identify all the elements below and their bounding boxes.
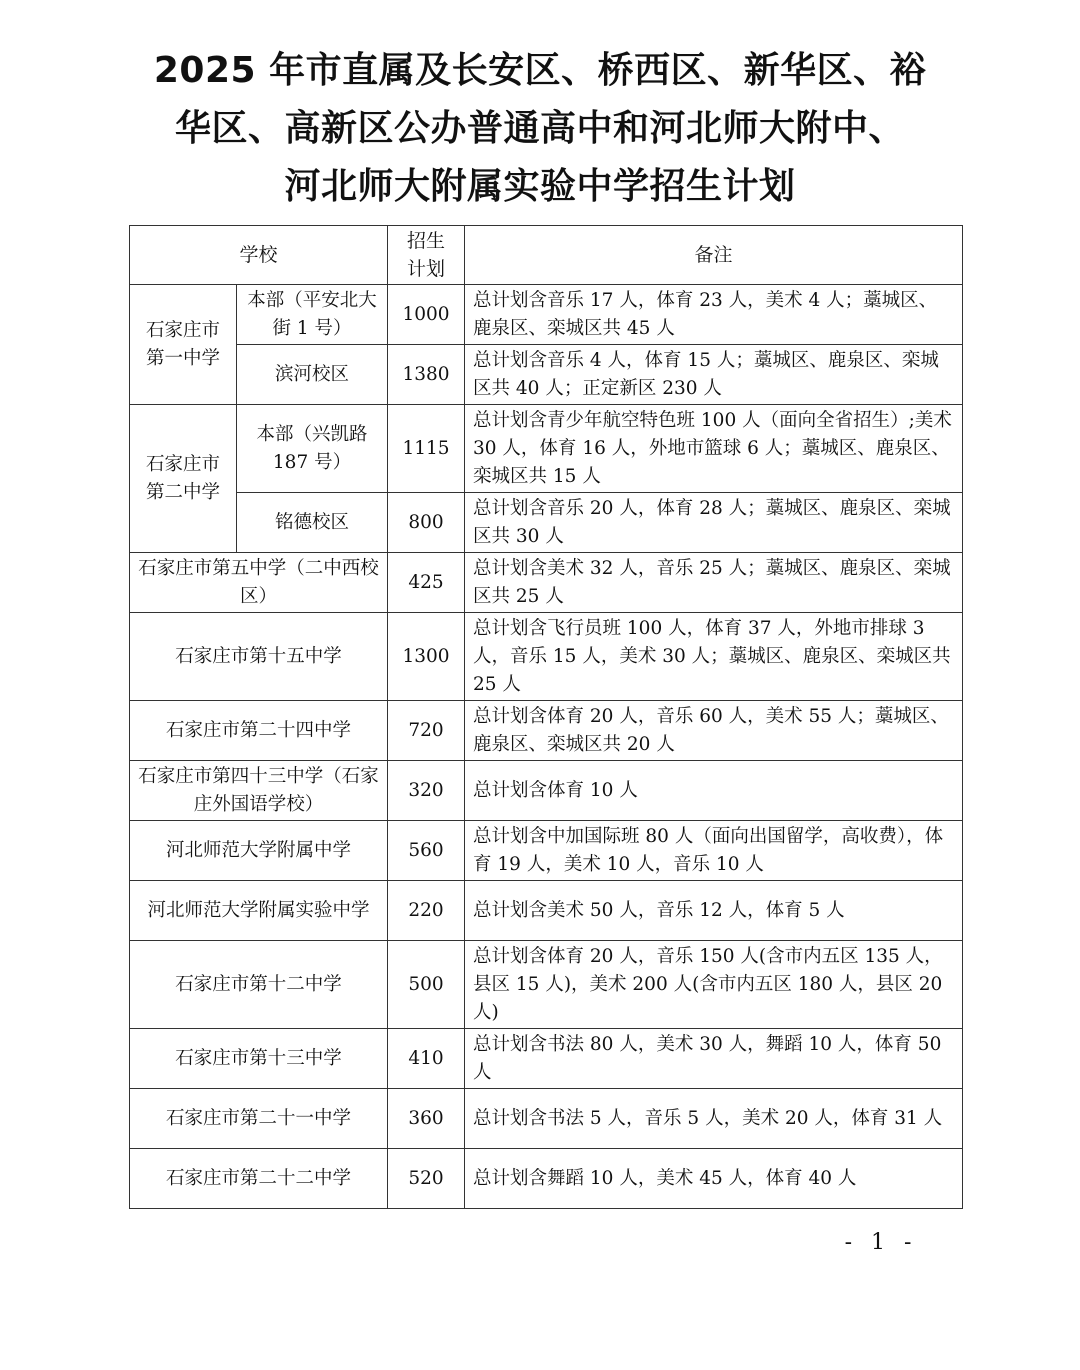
document-title: [100, 42, 980, 216]
note-cell: 总计划含音乐 17 人，体育 23 人，美术 4 人；藁城区、鹿泉区、栾城区共 45 人: [465, 285, 963, 345]
school-cell: 石家庄市第二十四中学: [130, 701, 388, 761]
school-cell: 河北师范大学附属中学: [130, 821, 388, 881]
note-cell: 总计划含书法 5 人，音乐 5 人，美术 20 人，体育 31 人: [465, 1089, 963, 1149]
school-cell: 石家庄市第四十三中学（石家庄外国语学校）: [130, 761, 388, 821]
plan-cell: 410: [388, 1029, 465, 1089]
plan-cell: 1115: [388, 405, 465, 493]
campus-cell: 本部（兴凯路 187 号）: [237, 405, 388, 493]
note-cell: 总计划含体育 10 人: [465, 761, 963, 821]
page-number: - 1 -: [844, 1230, 918, 1255]
school-cell: 石家庄市第二中学: [130, 405, 237, 553]
plan-cell: 500: [388, 941, 465, 1029]
campus-cell: 滨河校区: [237, 345, 388, 405]
title-line-2: 华区、高新区公办普通高中和河北师大附中、: [174, 108, 905, 149]
note-cell: 总计划含音乐 20 人，体育 28 人；藁城区、鹿泉区、栾城区共 30 人: [465, 493, 963, 553]
school-cell: 石家庄市第十五中学: [130, 613, 388, 701]
school-cell: 石家庄市第十二中学: [130, 941, 388, 1029]
school-cell: 河北师范大学附属实验中学: [130, 881, 388, 941]
school-cell: 石家庄市第十三中学: [130, 1029, 388, 1089]
plan-cell: 425: [388, 553, 465, 613]
table-row: [130, 1089, 963, 1149]
plan-cell: 220: [388, 881, 465, 941]
plan-cell: 520: [388, 1149, 465, 1209]
note-cell: 总计划含体育 20 人，音乐 60 人，美术 55 人；藁城区、鹿泉区、栾城区共 20 人: [465, 701, 963, 761]
plan-cell: 720: [388, 701, 465, 761]
table-header-row: [130, 226, 963, 285]
header-note: 备注: [465, 226, 963, 285]
school-cell: 石家庄市第一中学: [130, 285, 237, 405]
table-row: [130, 613, 963, 701]
school-cell: 石家庄市第五中学（二中西校区）: [130, 553, 388, 613]
note-cell: 总计划含青少年航空特色班 100 人（面向全省招生）;美术 30 人，体育 16 人，外地市篮球 6 人；藁城区、鹿泉区、栾城区共 15 人: [465, 405, 963, 493]
table-row: [130, 1149, 963, 1209]
note-cell: 总计划含美术 50 人，音乐 12 人，体育 5 人: [465, 881, 963, 941]
table-row: [130, 761, 963, 821]
table-row: [130, 493, 963, 553]
campus-cell: 铭德校区: [237, 493, 388, 553]
campus-cell: 本部（平安北大街 1 号）: [237, 285, 388, 345]
plan-cell: 1000: [388, 285, 465, 345]
plan-cell: 360: [388, 1089, 465, 1149]
table-row: [130, 405, 963, 493]
title-line-1: 2025 年市直属及长安区、桥西区、新华区、裕: [153, 50, 927, 91]
plan-cell: 560: [388, 821, 465, 881]
note-cell: 总计划含书法 80 人，美术 30 人，舞蹈 10 人，体育 50 人: [465, 1029, 963, 1089]
enrollment-plan-table: [129, 225, 963, 1209]
plan-cell: 1300: [388, 613, 465, 701]
table-row: [130, 285, 963, 345]
note-cell: 总计划含美术 32 人，音乐 25 人；藁城区、鹿泉区、栾城区共 25 人: [465, 553, 963, 613]
table-row: [130, 553, 963, 613]
note-cell: 总计划含体育 20 人，音乐 150 人(含市内五区 135 人，县区 15 人)，美术 200 人(含市内五区 180 人，县区 20 人): [465, 941, 963, 1029]
table-row: [130, 821, 963, 881]
table-row: [130, 701, 963, 761]
plan-cell: 1380: [388, 345, 465, 405]
header-school: 学校: [130, 226, 388, 285]
header-plan: 招生计划: [388, 226, 465, 285]
plan-cell: 800: [388, 493, 465, 553]
note-cell: 总计划含飞行员班 100 人，体育 37 人，外地市排球 3 人，音乐 15 人，美术 30 人；藁城区、鹿泉区、栾城区共 25 人: [465, 613, 963, 701]
table-row: [130, 881, 963, 941]
school-cell: 石家庄市第二十一中学: [130, 1089, 388, 1149]
title-line-3: 河北师大附属实验中学招生计划: [284, 166, 796, 207]
school-cell: 石家庄市第二十二中学: [130, 1149, 388, 1209]
table-row: [130, 345, 963, 405]
table-row: [130, 1029, 963, 1089]
plan-cell: 320: [388, 761, 465, 821]
note-cell: 总计划含音乐 4 人，体育 15 人；藁城区、鹿泉区、栾城区共 40 人；正定新区 230 人: [465, 345, 963, 405]
note-cell: 总计划含中加国际班 80 人（面向出国留学，高收费），体育 19 人，美术 10 人，音乐 10 人: [465, 821, 963, 881]
table-row: [130, 941, 963, 1029]
note-cell: 总计划含舞蹈 10 人，美术 45 人，体育 40 人: [465, 1149, 963, 1209]
